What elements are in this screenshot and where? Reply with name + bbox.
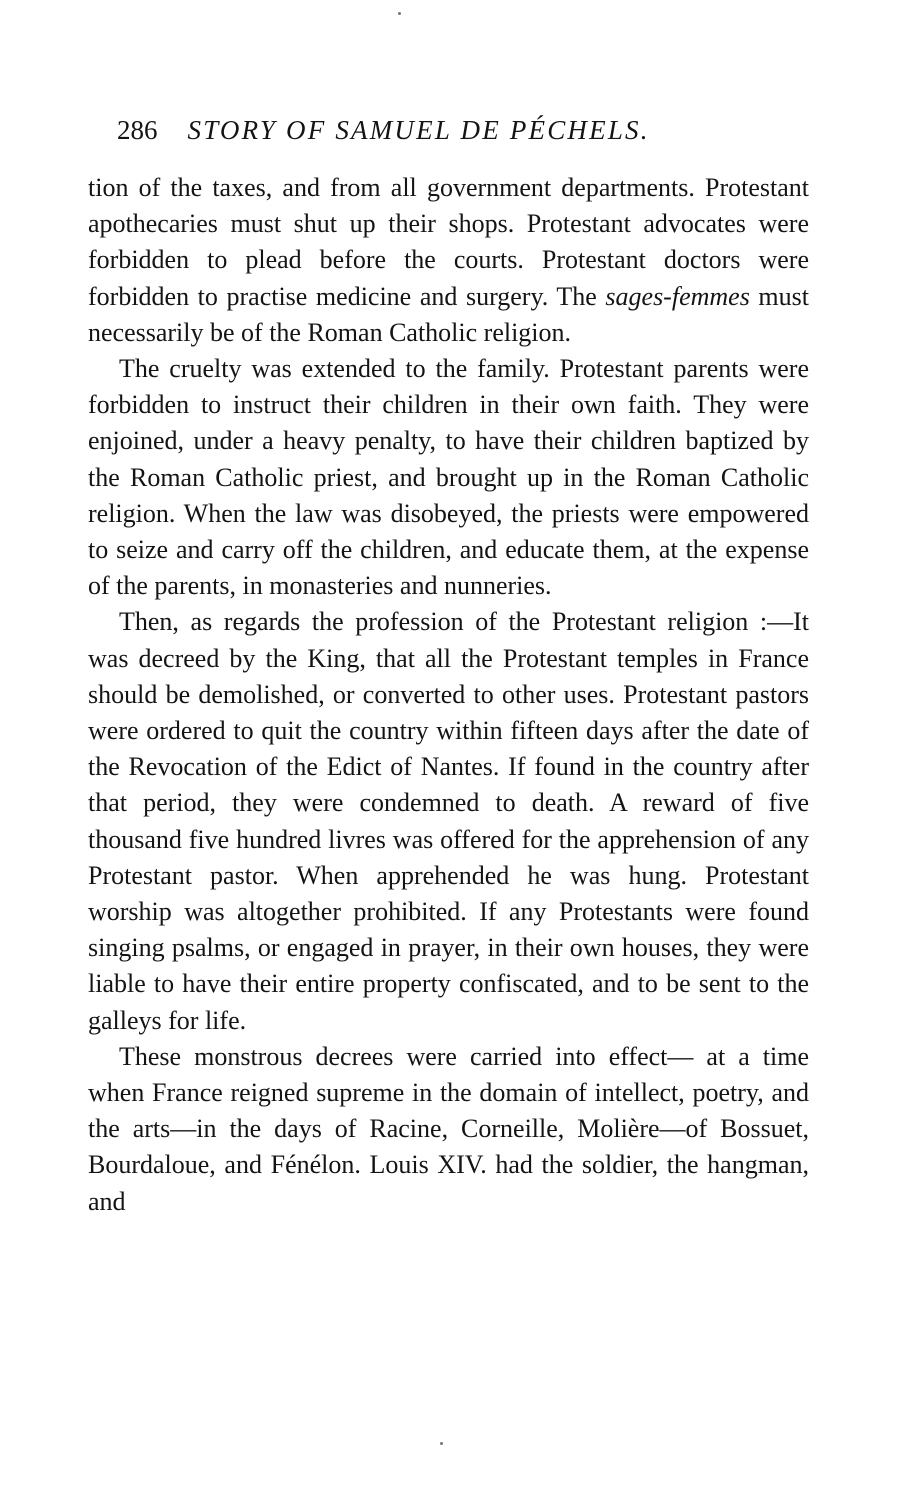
paragraph xyxy=(88,604,809,1038)
paragraph-text-continued: must necessarily be of the Roman Catholic religion. xyxy=(88,281,809,347)
paper-speck xyxy=(398,12,401,15)
paragraph-text: tion of the taxes, and from all government departments. Protestant apothecaries must shut up their shops. Protestant advocates were forbidden to plead before the courts. Protestant doctors were forbidden to practise medicine and surgery. The xyxy=(88,173,809,311)
paragraph-text: Then, as regards the profession of the Protestant religion :—It was decreed by the King, that all the Protestant temples in France should be demolished, or converted to other uses. Protestant pastors were ordered to quit the country within fifteen days after the date of the Revocation of the Edict of Nantes. If found in the country after that period, they were condemned to death. A reward of five thousand five hundred livres was offered for the apprehension of any Protestant pastor. When apprehended he was hung. Protestant worship was altogether prohibited. If any Protestants were found singing psalms, or engaged in prayer, in their own houses, they were liable to have their entire property confiscated, and to be sent to the galleys for life. xyxy=(88,607,809,1035)
running-title: STORY OF SAMUEL DE PÉCHELS. xyxy=(187,115,650,145)
paragraph-text: These monstrous decrees were carried into effect— at a time when France reigned supreme in the domain of intellect, poetry, and the arts—in the days of Racine, Corneille, Molière—of Bossuet, Bourdaloue, and Fénélon. Louis XIV. had the soldier, the hangman, and xyxy=(88,1041,809,1216)
paragraph-text: The cruelty was extended to the family. Protestant parents were forbidden to instruct their children in their own faith. They were enjoined, under a heavy penalty, to have their children baptized by the Roman Catholic priest, and brought up in the Roman Catholic religion. When the law was disobeyed, the priests were empowered to seize and carry off the children, and educate them, at the expense of the parents, in monasteries and nunneries. xyxy=(88,354,809,601)
paragraph xyxy=(88,170,809,351)
page-number: 286 xyxy=(117,115,158,145)
paragraph xyxy=(88,351,809,604)
body-text xyxy=(88,170,809,1220)
emphasized-term: sages-femmes xyxy=(605,281,750,311)
paper-speck xyxy=(440,1442,443,1445)
paragraph xyxy=(88,1039,809,1220)
running-header xyxy=(117,108,817,152)
